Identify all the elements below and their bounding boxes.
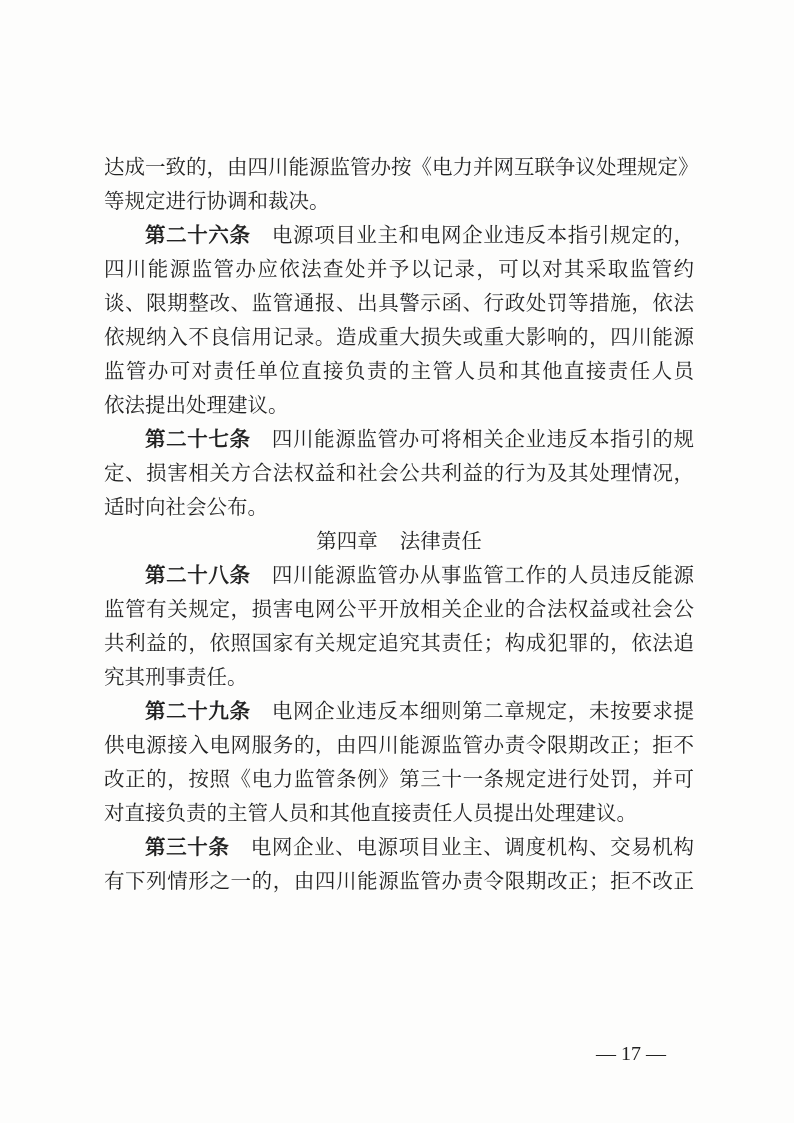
page-number: — 17 — — [596, 1043, 666, 1065]
text-line: 监管有关规定，损害电网公平开放相关企业的合法权益或社会公 — [104, 597, 694, 621]
text-line: 达成一致的，由四川能源监管办按《电力并网互联争议处理规定》 — [104, 155, 699, 179]
text-line: 究其刑事责任。 — [104, 665, 248, 689]
text-line: 共利益的，依照国家有关规定追究其责任；构成犯罪的，依法追 — [104, 631, 694, 655]
text-line: 等规定进行协调和裁决。 — [104, 189, 330, 213]
text-line: 供电源接入电网服务的，由四川能源监管办责令限期改正；拒不 — [104, 733, 694, 757]
text-line: 有下列情形之一的，由四川能源监管办责令限期改正；拒不改正 — [104, 869, 694, 893]
text-line: 谈、限期整改、监管通报、出具警示函、行政处罚等措施，依法 — [104, 291, 694, 315]
article-text: 四川能源监管办可将相关企业违反本指引的规 — [271, 427, 695, 451]
article-text: 电网企业、电源项目业主、调度机构、交易机构 — [250, 835, 695, 859]
chapter-number: 第四章 — [316, 529, 378, 553]
article-text: 四川能源监管办从事监管工作的人员违反能源 — [271, 563, 695, 587]
text-line: 对直接负责的主管人员和其他直接责任人员提出处理建议。 — [104, 801, 637, 825]
article-title: 第二十六条 — [145, 223, 251, 247]
text-line: 定、损害相关方合法权益和社会公共利益的行为及其处理情况， — [104, 461, 694, 485]
text-line: 适时向社会公布。 — [104, 495, 268, 519]
article-26-first-line — [104, 218, 694, 252]
article-28-first-line — [104, 558, 694, 592]
article-29-first-line — [104, 694, 694, 728]
article-title: 第二十八条 — [145, 563, 251, 587]
chapter-title: 法律责任 — [399, 529, 482, 553]
article-title: 第二十九条 — [145, 699, 251, 723]
text-line: 改正的，按照《电力监管条例》第三十一条规定进行处罚，并可 — [104, 767, 694, 791]
text-line: 依法提出处理建议。 — [104, 393, 289, 417]
article-27-first-line — [104, 422, 694, 456]
text-line: 四川能源监管办应依法查处并予以记录，可以对其采取监管约 — [104, 257, 694, 281]
article-30-first-line — [104, 830, 694, 864]
text-line: 依规纳入不良信用记录。造成重大损失或重大影响的，四川能源 — [104, 325, 694, 349]
document-body — [104, 150, 699, 898]
article-text: 电源项目业主和电网企业违反本指引规定的， — [271, 223, 695, 247]
article-text: 电网企业违反本细则第二章规定，未按要求提 — [271, 699, 695, 723]
chapter-heading — [104, 524, 694, 558]
article-title: 第二十七条 — [145, 427, 251, 451]
article-title: 第三十条 — [145, 835, 230, 859]
text-line: 监管办可对责任单位直接负责的主管人员和其他直接责任人员 — [104, 359, 694, 383]
